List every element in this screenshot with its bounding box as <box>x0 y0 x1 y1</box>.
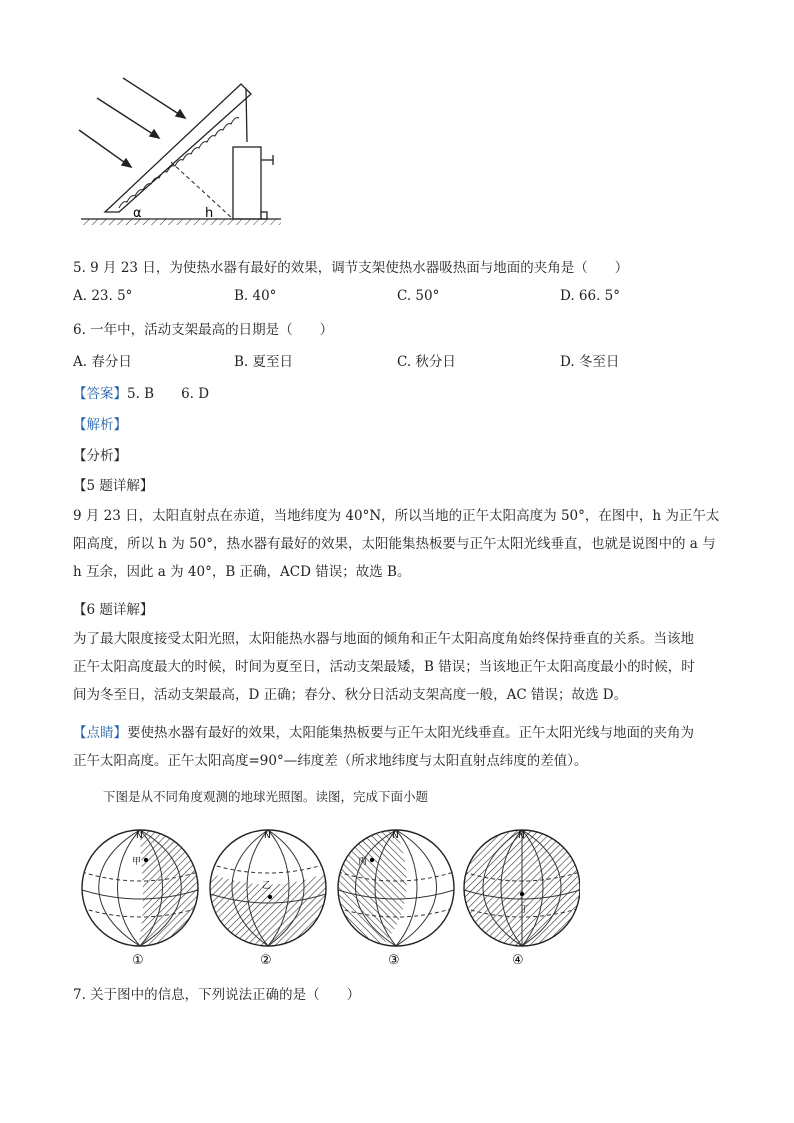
fenxi-tag: 【分析】 <box>73 448 127 464</box>
q6-stem: 6. 一年中，活动支架最高的日期是（ ） <box>73 322 334 338</box>
globe-3-pole: N <box>392 831 399 841</box>
dianjing-tag: 【点睛】 <box>73 725 127 741</box>
globe-2-number: ② <box>260 953 272 968</box>
q6-detail-tag: 【6 题详解】 <box>73 602 154 618</box>
q6-option-d: D. 冬至日 <box>560 354 620 370</box>
globe-3 <box>332 830 454 946</box>
globe-4-number: ④ <box>512 953 524 968</box>
q6-detail-body <box>73 625 723 709</box>
globe-2-point: 乙 <box>262 881 272 891</box>
answer-tag: 【答案】 <box>73 386 127 402</box>
sun-rays <box>79 78 185 167</box>
answer-text: 5. B 6. D <box>127 386 210 402</box>
dianjing-line: 正午太阳高度。正午太阳高度=90°—纬度差（所求地纬度与太阳直射点纬度的差值）。 <box>73 753 588 769</box>
answer-line <box>73 382 209 402</box>
q6-detail-line: 正午太阳高度最大的时候，时间为夏至日，活动支架最矮，B 错误；当该地正午太阳高度最小的时候，时 <box>73 659 695 675</box>
globe-1 <box>82 830 210 946</box>
globe-1-pole: N <box>136 831 143 841</box>
q5-detail-body <box>73 502 723 586</box>
q6-detail-line: 间为冬至日，活动支架最高，D 正确；春分、秋分日活动支架高度一般，AC 错误；故选 D。 <box>73 687 628 703</box>
globe-3-point: 丙 <box>358 857 368 867</box>
q6-option-c: C. 秋分日 <box>397 354 456 370</box>
h-label: h <box>205 206 214 221</box>
globes-figure <box>80 822 580 970</box>
dianjing-line: 要使热水器有最好的效果，太阳能集热板要与正午太阳光线垂直。正午太阳光线与地面的夹角为 <box>127 725 694 741</box>
alpha-label: α <box>133 206 142 221</box>
q6-option-b: B. 夏至日 <box>234 354 294 370</box>
q5-detail-line: 阳高度，所以 h 为 50°，热水器有最好的效果，太阳能集热板要与正午太阳光线垂直，也就是说图中的 a 与 <box>73 536 716 552</box>
globe-3-number: ③ <box>388 953 400 968</box>
solar-heater-figure <box>75 72 285 232</box>
q5-option-c: C. 50° <box>397 288 440 304</box>
analysis-tag: 【解析】 <box>73 417 127 433</box>
q5-detail-line: 9 月 23 日，太阳直射点在赤道，当地纬度为 40°N，所以当地的正午太阳高度为 50°，在图中，h 为正午太 <box>73 508 720 524</box>
collector-panel <box>105 84 251 212</box>
globe-1-number: ① <box>132 953 144 968</box>
dianjing-body <box>73 719 723 775</box>
water-tank <box>233 147 273 219</box>
q6-detail-line: 为了最大限度接受太阳光照，太阳能热水器与地面的倾角和正午太阳高度角始终保持垂直的关系。当该地 <box>73 631 694 647</box>
q5-option-b: B. 40° <box>234 288 277 304</box>
globe-4-pole: N <box>518 831 525 841</box>
q5-option-a: A. 23. 5° <box>73 288 133 304</box>
q5-detail-tag: 【5 题详解】 <box>73 478 154 494</box>
q5-option-d: D. 66. 5° <box>560 288 621 304</box>
q7-stem: 7. 关于图中的信息，下列说法正确的是（ ） <box>73 987 361 1003</box>
globe-2-pole: N <box>264 831 271 841</box>
globe-intro: 下图是从不同角度观测的地球光照图。读图，完成下面小题 <box>103 789 429 804</box>
q5-detail-line: h 互余，因此 a 为 40°，B 正确，ACD 错误；故选 B。 <box>73 564 411 580</box>
globe-1-point: 甲 <box>132 857 142 867</box>
globe-4 <box>464 830 580 950</box>
q6-option-a: A. 春分日 <box>73 354 132 370</box>
globe-4-point: 丁 <box>520 905 530 915</box>
q5-stem: 5. 9 月 23 日，为使热水器有最好的效果，调节支架使热水器吸热面与地面的夹角是（ ） <box>73 260 629 276</box>
